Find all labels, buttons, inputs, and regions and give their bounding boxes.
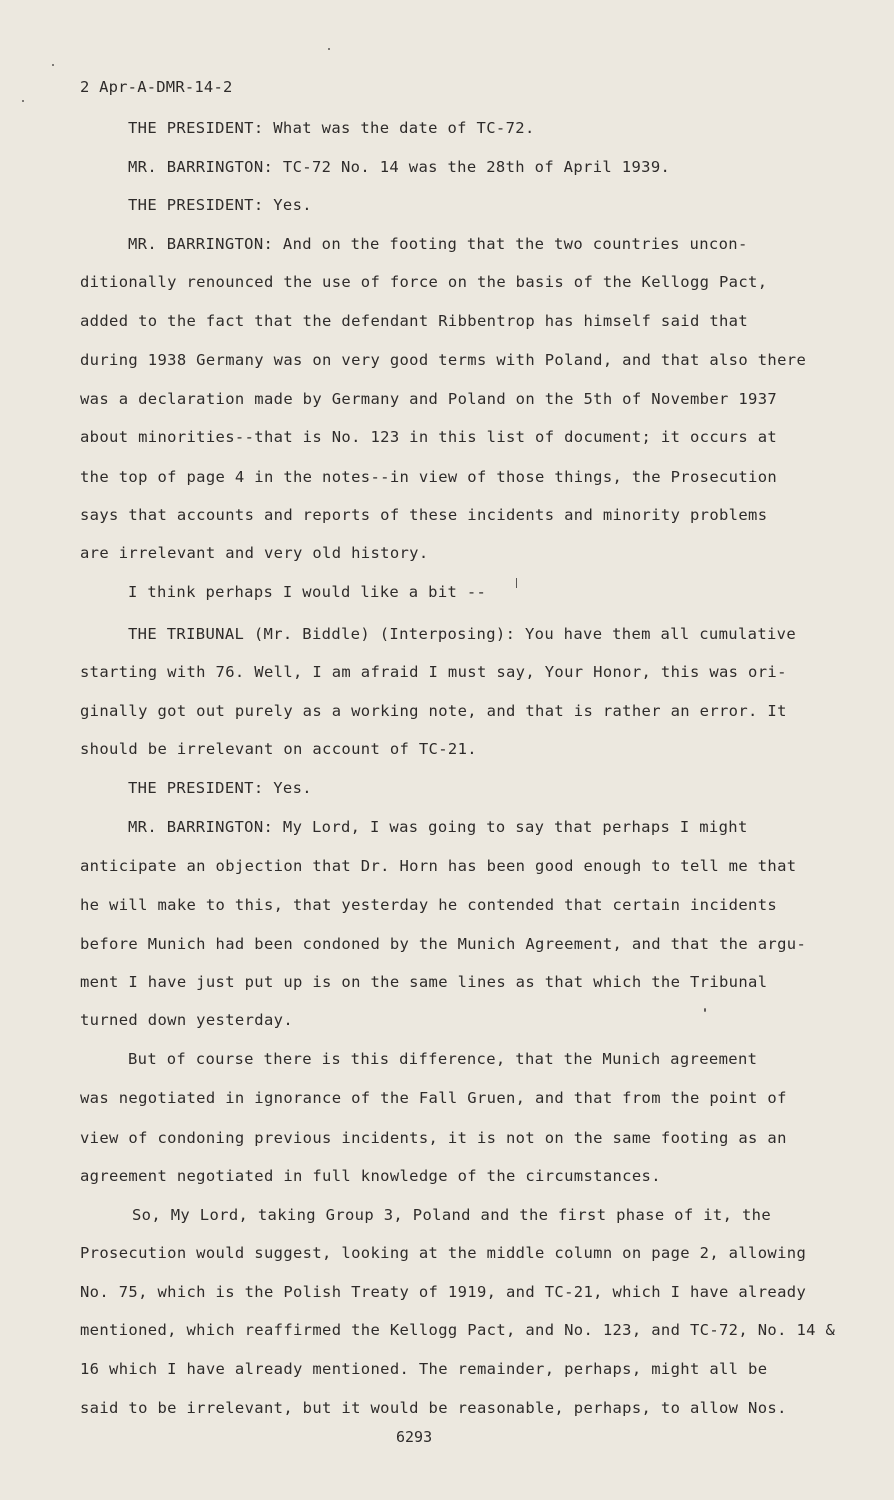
text-line: mentioned, which reaffirmed the Kellogg Pact, and No. 123, and TC-72, No. 14 & [80,1321,836,1339]
text-line: was a declaration made by Germany and Poland on the 5th of November 1937 [80,390,778,408]
paper-speck [328,48,330,50]
text-line: I think perhaps I would like a bit -- [128,583,487,601]
text-line: the top of page 4 in the notes--in view of those things, the Prosecution [80,468,778,486]
page-header: 2 Apr-A-DMR-14-2 [80,78,233,96]
text-line: Prosecution would suggest, looking at the middle column on page 2, allowing [80,1244,807,1262]
text-line: view of condoning previous incidents, it is not on the same footing as an [80,1129,787,1147]
text-line: should be irrelevant on account of TC-21. [80,740,477,758]
text-line: turned down yesterday. [80,1011,293,1029]
paper-speck [704,1008,706,1012]
text-line: added to the fact that the defendant Ribbentrop has himself said that [80,312,749,330]
text-line: starting with 76. Well, I am afraid I must say, Your Honor, this was ori- [80,663,787,681]
text-line: he will make to this, that yesterday he contended that certain incidents [80,896,778,914]
text-line: No. 75, which is the Polish Treaty of 1919, and TC-21, which I have already [80,1283,807,1301]
paper-speck [52,64,54,66]
text-line: MR. BARRINGTON: And on the footing that the two countries uncon- [128,235,748,253]
text-line: agreement negotiated in full knowledge of the circumstances. [80,1167,661,1185]
text-line: before Munich had been condoned by the Munich Agreement, and that the argu- [80,935,807,953]
text-line: ginally got out purely as a working note, and that is rather an error. It [80,702,787,720]
text-line: MR. BARRINGTON: My Lord, I was going to say that perhaps I might [128,818,748,836]
paper-speck [22,100,24,102]
text-line: 16 which I have already mentioned. The remainder, perhaps, might all be [80,1360,768,1378]
text-line: was negotiated in ignorance of the Fall Gruen, and that from the point of [80,1089,787,1107]
paper-speck [516,578,517,588]
page-number: 6293 [396,1428,433,1446]
text-line: MR. BARRINGTON: TC-72 No. 14 was the 28th of April 1939. [128,158,671,176]
text-line: THE PRESIDENT: Yes. [128,196,312,214]
text-line: THE PRESIDENT: What was the date of TC-72. [128,119,535,137]
text-line: ment I have just put up is on the same lines as that which the Tribunal [80,973,768,991]
text-line: THE TRIBUNAL (Mr. Biddle) (Interposing): You have them all cumulative [128,625,797,643]
text-line: ditionally renounced the use of force on the basis of the Kellogg Pact, [80,273,768,291]
text-line: So, My Lord, taking Group 3, Poland and the first phase of it, the [132,1206,771,1224]
text-line: are irrelevant and very old history. [80,544,429,562]
text-line: said to be irrelevant, but it would be reasonable, perhaps, to allow Nos. [80,1399,787,1417]
text-line: But of course there is this difference, that the Munich agreement [128,1050,758,1068]
text-line: about minorities--that is No. 123 in this list of document; it occurs at [80,428,778,446]
text-line: says that accounts and reports of these incidents and minority problems [80,506,768,524]
text-line: during 1938 Germany was on very good terms with Poland, and that also there [80,351,807,369]
text-line: anticipate an objection that Dr. Horn has been good enough to tell me that [80,857,797,875]
text-line: THE PRESIDENT: Yes. [128,779,312,797]
